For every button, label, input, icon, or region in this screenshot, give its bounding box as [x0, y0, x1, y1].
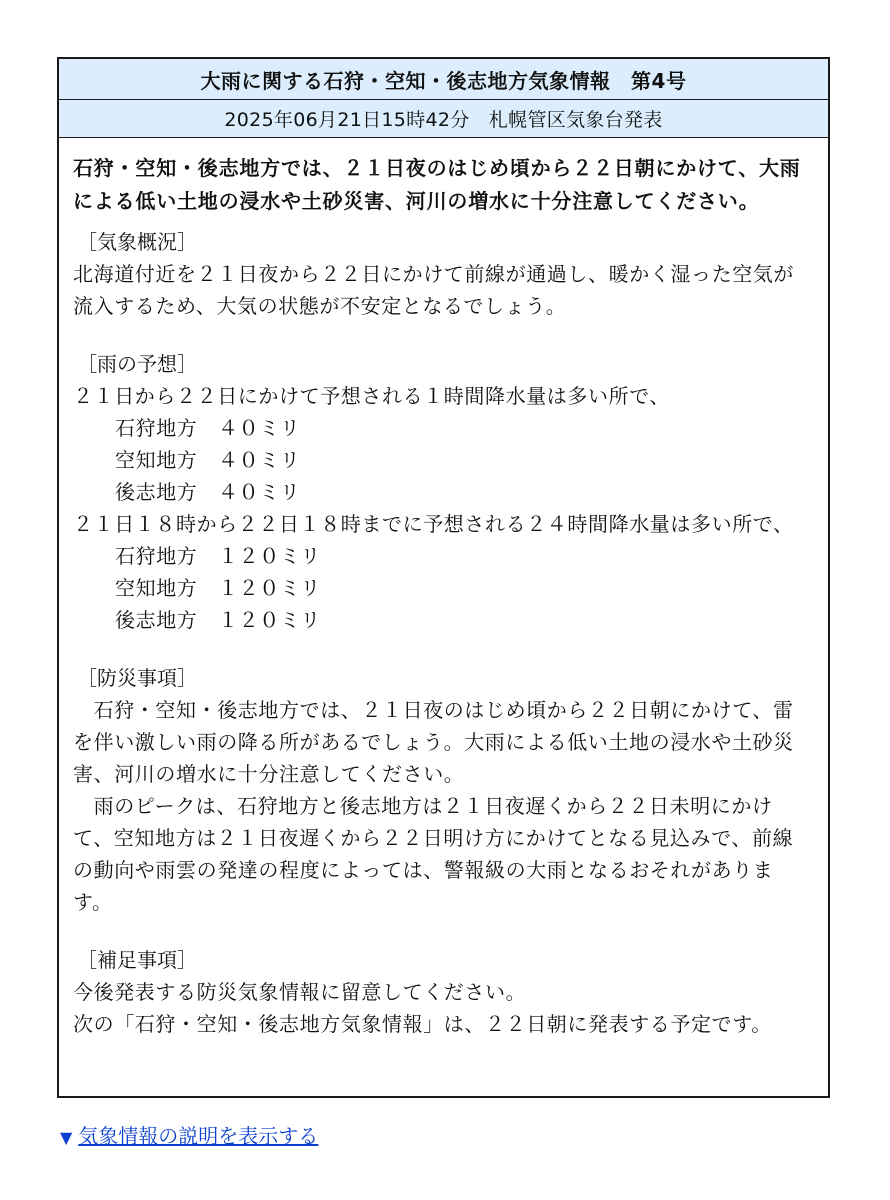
section-forecast [73, 348, 814, 636]
supplement-line: 次の「石狩・空知・後志地方気象情報」は、２２日朝に発表する予定です。 [73, 1012, 772, 1036]
forecast-area: 空知地方 [115, 448, 198, 472]
info-body [59, 138, 828, 1040]
forecast-amount: ４０ミリ [218, 480, 301, 504]
issued-datetime: 2025年06月21日15時42分 札幌管区気象台発表 [59, 100, 828, 138]
show-explanation-link[interactable] [60, 1120, 318, 1149]
forecast-row [73, 444, 814, 476]
forecast-row [73, 476, 814, 508]
show-explanation-label: 気象情報の説明を表示する [78, 1124, 319, 1148]
forecast-amount: １２０ミリ [218, 608, 322, 632]
forecast-area: 石狩地方 [115, 416, 198, 440]
supplement-line: 今後発表する防災気象情報に留意してください。 [73, 980, 527, 1004]
forecast-amount: １２０ミリ [218, 544, 322, 568]
forecast-amount: ４０ミリ [218, 416, 301, 440]
section-overview [73, 226, 814, 322]
prevention-line: す。 [73, 890, 113, 914]
forecast-1h-intro: ２１日から２２日にかけて予想される１時間降水量は多い所で、 [73, 384, 670, 408]
section-title: ［防災事項］ [77, 666, 197, 690]
prevention-line: 雨のピークは、石狩地方と後志地方は２１日夜遅くから２２日未明にかけ [73, 794, 773, 818]
forecast-row [73, 572, 814, 604]
overview-line: 北海道付近を２１日夜から２２日にかけて前線が通過し、暖かく湿った空気が [73, 262, 794, 286]
prevention-line: て、空知地方は２１日夜遅くから２２日明け方にかけてとなる見込みで、前線 [73, 826, 794, 850]
prevention-line: 石狩・空知・後志地方では、２１日夜のはじめ頃から２２日朝にかけて、雷 [73, 698, 794, 722]
section-title: ［気象概況］ [77, 230, 197, 254]
forecast-amount: １２０ミリ [218, 576, 322, 600]
section-supplement [73, 944, 814, 1040]
forecast-row [73, 540, 814, 572]
forecast-row [73, 412, 814, 444]
weather-info-panel [57, 57, 830, 1098]
section-title: ［補足事項］ [77, 948, 197, 972]
info-title: 大雨に関する石狩・空知・後志地方気象情報 第4号 [59, 59, 828, 100]
section-prevention [73, 662, 814, 918]
forecast-24h-intro: ２１日１８時から２２日１８時までに予想される２４時間降水量は多い所で、 [73, 512, 794, 536]
forecast-area: 後志地方 [115, 608, 198, 632]
forecast-amount: ４０ミリ [218, 448, 301, 472]
section-title: ［雨の予想］ [77, 352, 197, 376]
forecast-area: 後志地方 [115, 480, 198, 504]
forecast-area: 石狩地方 [115, 544, 198, 568]
forecast-row [73, 604, 814, 636]
lead-summary: 石狩・空知・後志地方では、２１日夜のはじめ頃から２２日朝にかけて、大雨による低い土地の浸水や土砂災害、河川の増水に十分注意してください。 [73, 156, 801, 213]
prevention-line: の動向や雨雲の発達の程度によっては、警報級の大雨となるおそれがありま [73, 858, 774, 882]
triangle-down-icon: ▼ [60, 1128, 73, 1147]
forecast-area: 空知地方 [115, 576, 198, 600]
overview-line: 流入するため、大気の状態が不安定となるでしょう。 [73, 294, 567, 318]
prevention-line: を伴い激しい雨の降る所があるでしょう。大雨による低い土地の浸水や土砂災 [73, 730, 794, 754]
prevention-line: 害、河川の増水に十分注意してください。 [73, 762, 465, 786]
